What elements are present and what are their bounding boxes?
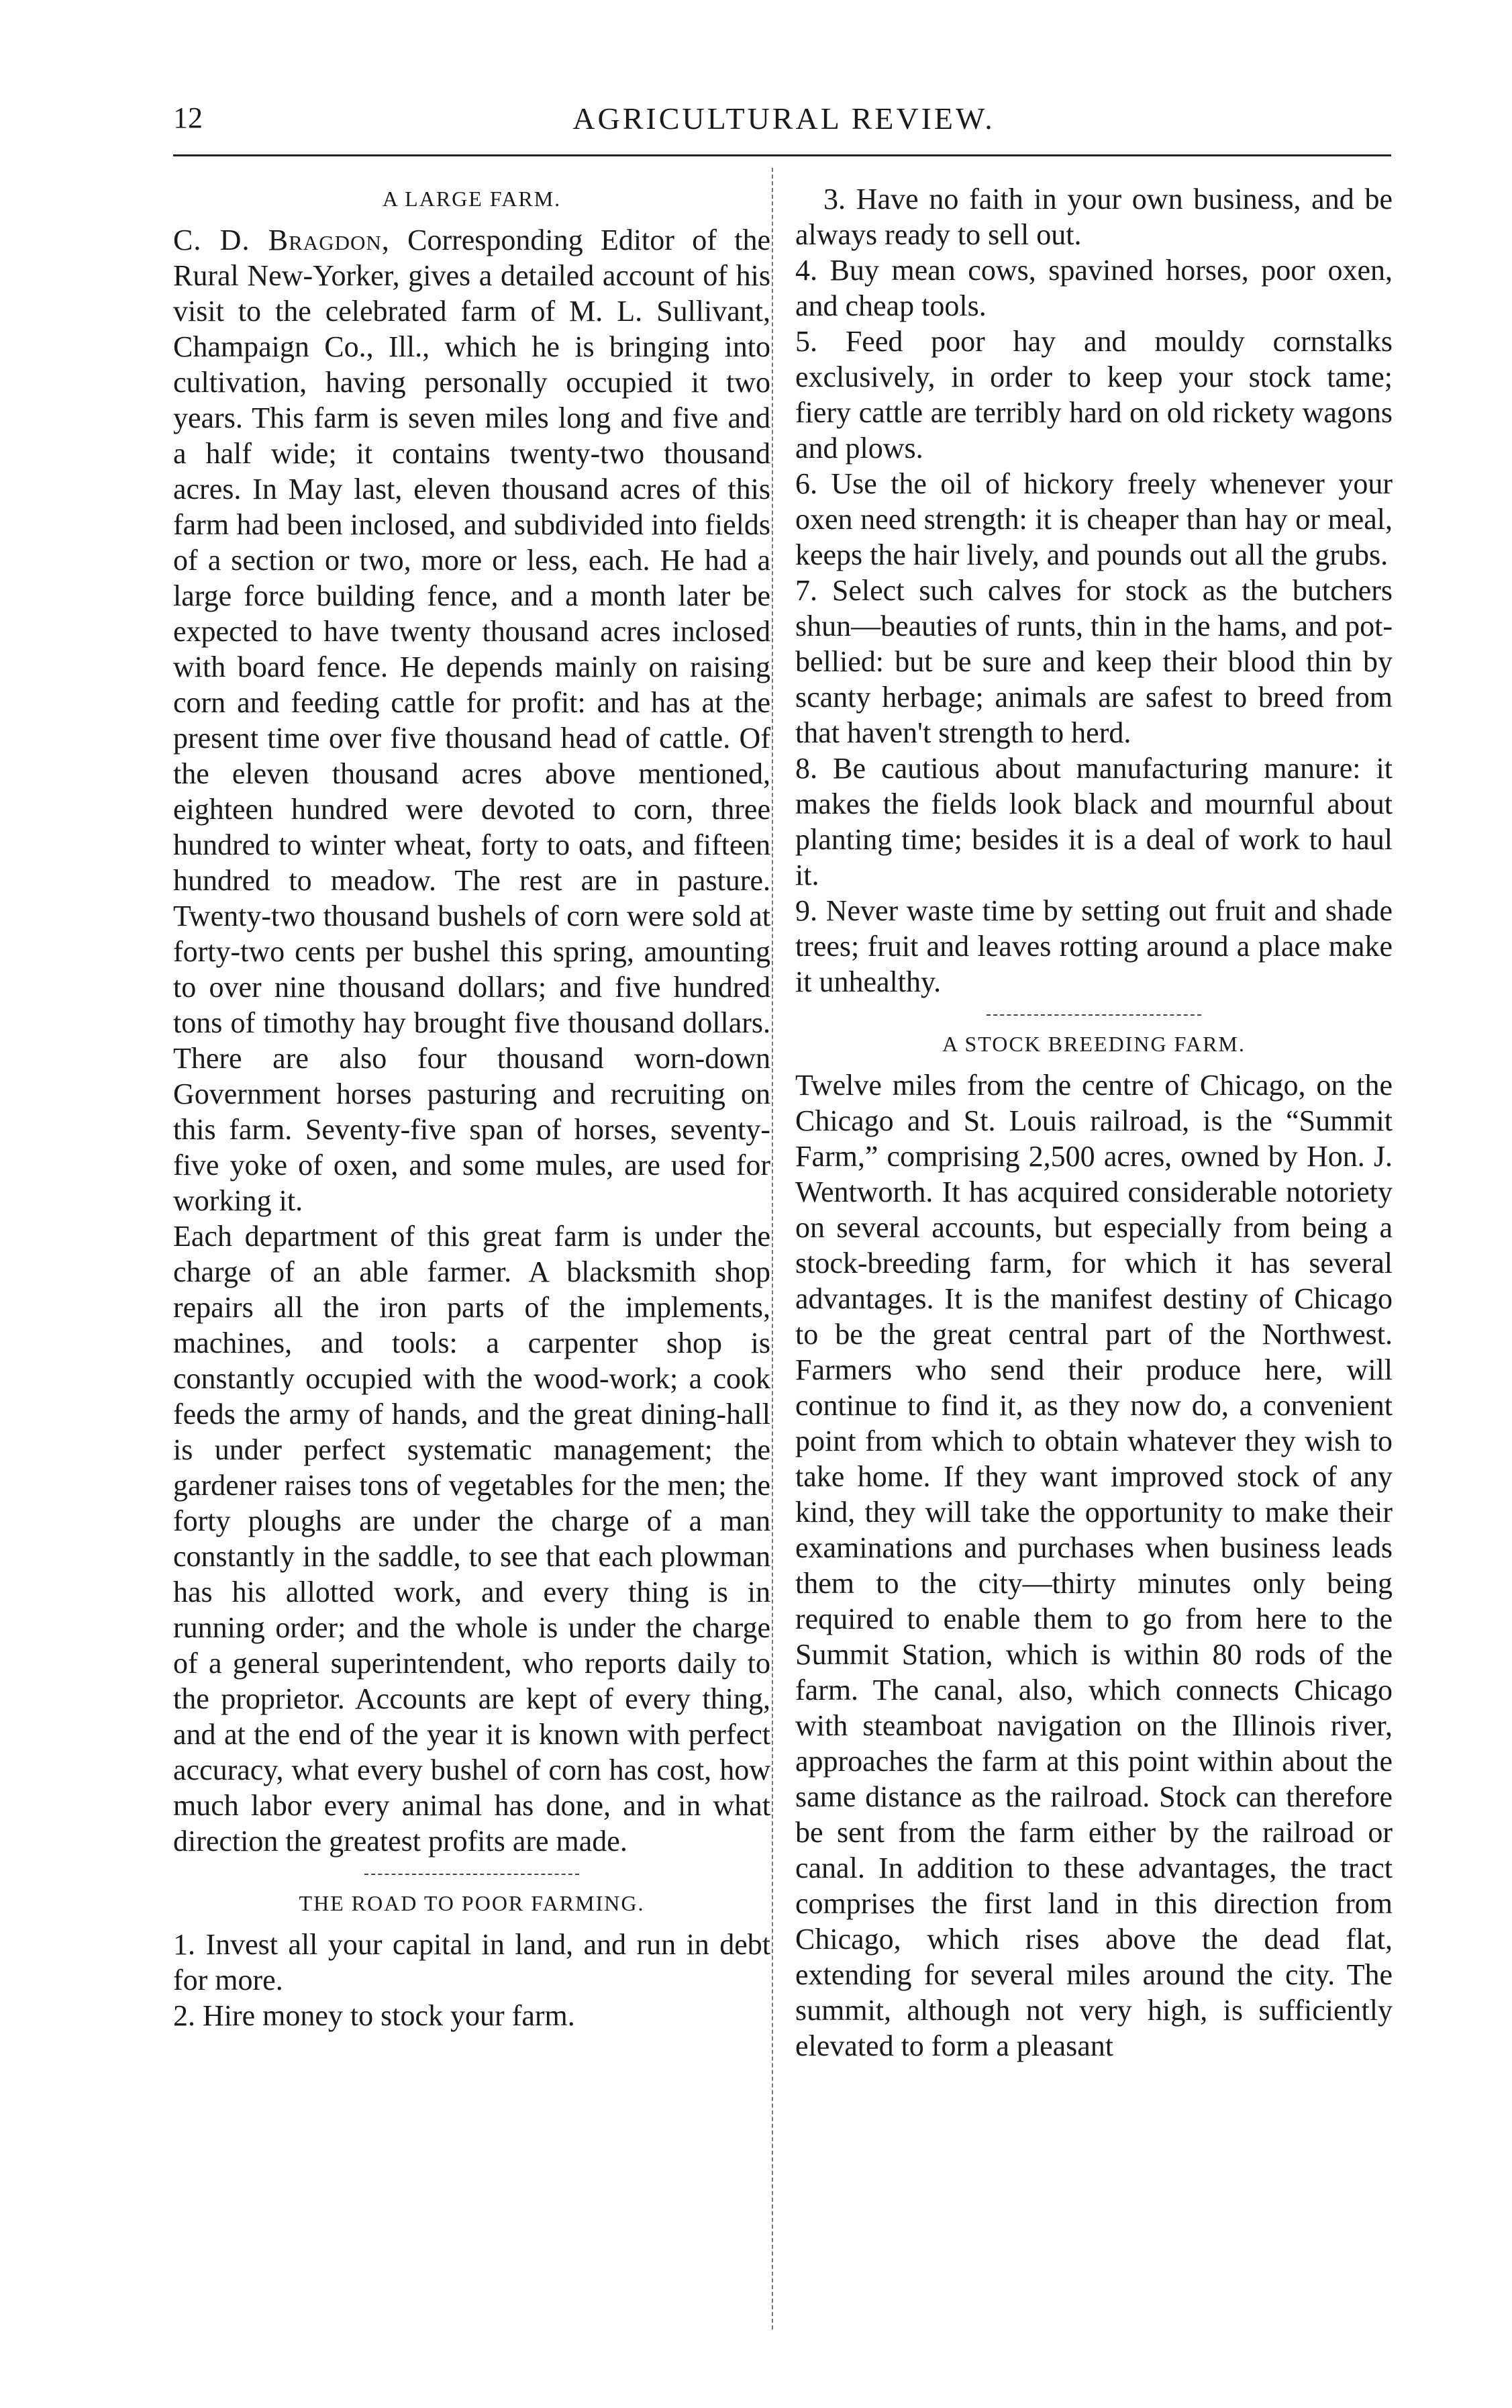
article-title-poor-farming: THE ROAD TO POOR FARMING. (299, 1891, 645, 1915)
poor-farming-item-5: 5. Feed poor hay and mouldy cornstalks exclusively, in order to keep your stock tame; fiery cattle are terribly hard on old rickety wagons and plows. (795, 325, 1393, 465)
poor-farming-item-7: 7. Select such calves for stock as the butchers shun—beauties of runts, thin in the hams, and pot-bellied: but be sure and keep their blood thin by scanty herbage; animals are safest to breed from that haven't strength to herd. (795, 574, 1393, 749)
left-column (173, 181, 770, 2033)
stock-farm-paragraph: Twelve miles from the centre of Chicago, on the Chicago and St. Louis railroad, is the “Summit Farm,” comprising 2,500 acres, owned by Hon. J. Wentworth. It has acquired considerable notoriety on several accounts, but especially from being a stock-breeding farm, for which it has several advantages. It is the manifest destiny of Chicago to be the great central part of the Northwest. Farmers who send their produce here, will continue to find it, as they now do, a convenient point from which to obtain whatever they wish to take home. If they want improved stock of any kind, they will take the opportunity to make their examinations and purchases when business leads them to the city—thirty minutes only being required to enable them to go from here to the Summit Station, which is within 80 rods of the farm. The canal, also, which connects Chicago with steamboat navigation on the Illinois river, approaches the farm at this point within about the same distance as the railroad. Stock can therefore be sent from the farm either by the railroad or canal. In addition to these advantages, the tract comprises the first land in this direction from Chicago, which rises above the dead flat, extending for several miles around the city. The summit, although not very high, is sufficiently elevated to form a pleasant (795, 1069, 1393, 2062)
section-divider (364, 1874, 579, 1875)
large-farm-paragraph-1 (173, 222, 770, 1218)
large-farm-paragraph-2: Each department of this great farm is under the charge of an able farmer. A blacksmith shop repairs all the iron parts of the implements, machines, and tools: a carpenter shop is constantly occupied with the wood-work; a cook feeds the army of hands, and the great dining-hall is under perfect systematic management; the gardener raises tons of vegetables for the men; the forty ploughs are under the charge of a man constantly in the saddle, to see that each plowman has his allotted work, and every thing is in running order; and the whole is under the charge of a general superintendent, who reports daily to the proprietor. Accounts are kept of every thing, and at the end of the year it is known with perfect accuracy, what every bushel of corn has cost, how much labor every animal has done, and in what direction the greatest profits are made. (173, 1220, 770, 1858)
poor-farming-item-8: 8. Be cautious about manufacturing manure: it makes the fields look black and mournful about planting time; besides it is a deal of work to haul it. (795, 752, 1393, 892)
poor-farming-item-9: 9. Never waste time by setting out fruit and shade trees; fruit and leaves rotting around a place make it unhealthy. (795, 894, 1393, 998)
column-divider (772, 168, 773, 2329)
right-column (795, 181, 1393, 2064)
poor-farming-item-3: 3. Have no faith in your own business, and be always ready to sell out. (795, 183, 1393, 251)
poor-farming-item-4: 4. Buy mean cows, spavined horses, poor oxen, and cheap tools. (795, 254, 1393, 322)
running-title: AGRICULTURAL REVIEW. (572, 101, 995, 136)
poor-farming-item-6: 6. Use the oil of hickory freely whenever your oxen need strength: it is cheaper than hay or meal, keeps the hair lively, and pounds out all the grubs. (795, 467, 1393, 571)
article-title-large-farm: A LARGE FARM. (382, 187, 562, 211)
large-farm-text-1: Corresponding Editor of the Rural New-Yorker, gives a detailed account of his visit to the celebrated farm of M. L. Sullivant, Champaign Co., Ill., which he is bringing into cultivation, having personally occupied it two years. This farm is seven miles long and five and a half wide; it contains twenty-two thousand acres. In May last, eleven thousand acres of this farm had been inclosed, and subdivided into fields of a section or two, more or less, each. He had a large force building fence, and a month later be expected to have twenty thousand acres inclosed with board fence. He depends mainly on raising corn and feeding cattle for profit: and has at the present time over five thousand head of cattle. Of the eleven thousand acres above mentioned, eighteen hundred were devoted to corn, three hundred to winter wheat, forty to oats, and fifteen hundred to meadow. The rest are in pasture. Twenty-two thousand bushels of corn were sold at forty-two cents per bushel this spring, amounting to over nine thousand dollars; and five hundred tons of timothy hay brought five thousand dollars. There are also four thousand worn-down Government horses pasturing and recruiting on this farm. Seventy-five span of horses, seventy-five yoke of oxen, and some mules, are used for working it. (173, 224, 770, 1217)
poor-farming-item-2: 2. Hire money to stock your farm. (173, 1999, 575, 2032)
lead-name: C. D. Bragdon, (173, 224, 390, 256)
poor-farming-item-1: 1. Invest all your capital in land, and run in debt for more. (173, 1928, 770, 1996)
header-rule (173, 154, 1391, 156)
section-divider (987, 1014, 1201, 1016)
article-title-stock-farm: A STOCK BREEDING FARM. (942, 1032, 1246, 1056)
page-header (173, 101, 1395, 148)
page-number: 12 (173, 101, 203, 134)
